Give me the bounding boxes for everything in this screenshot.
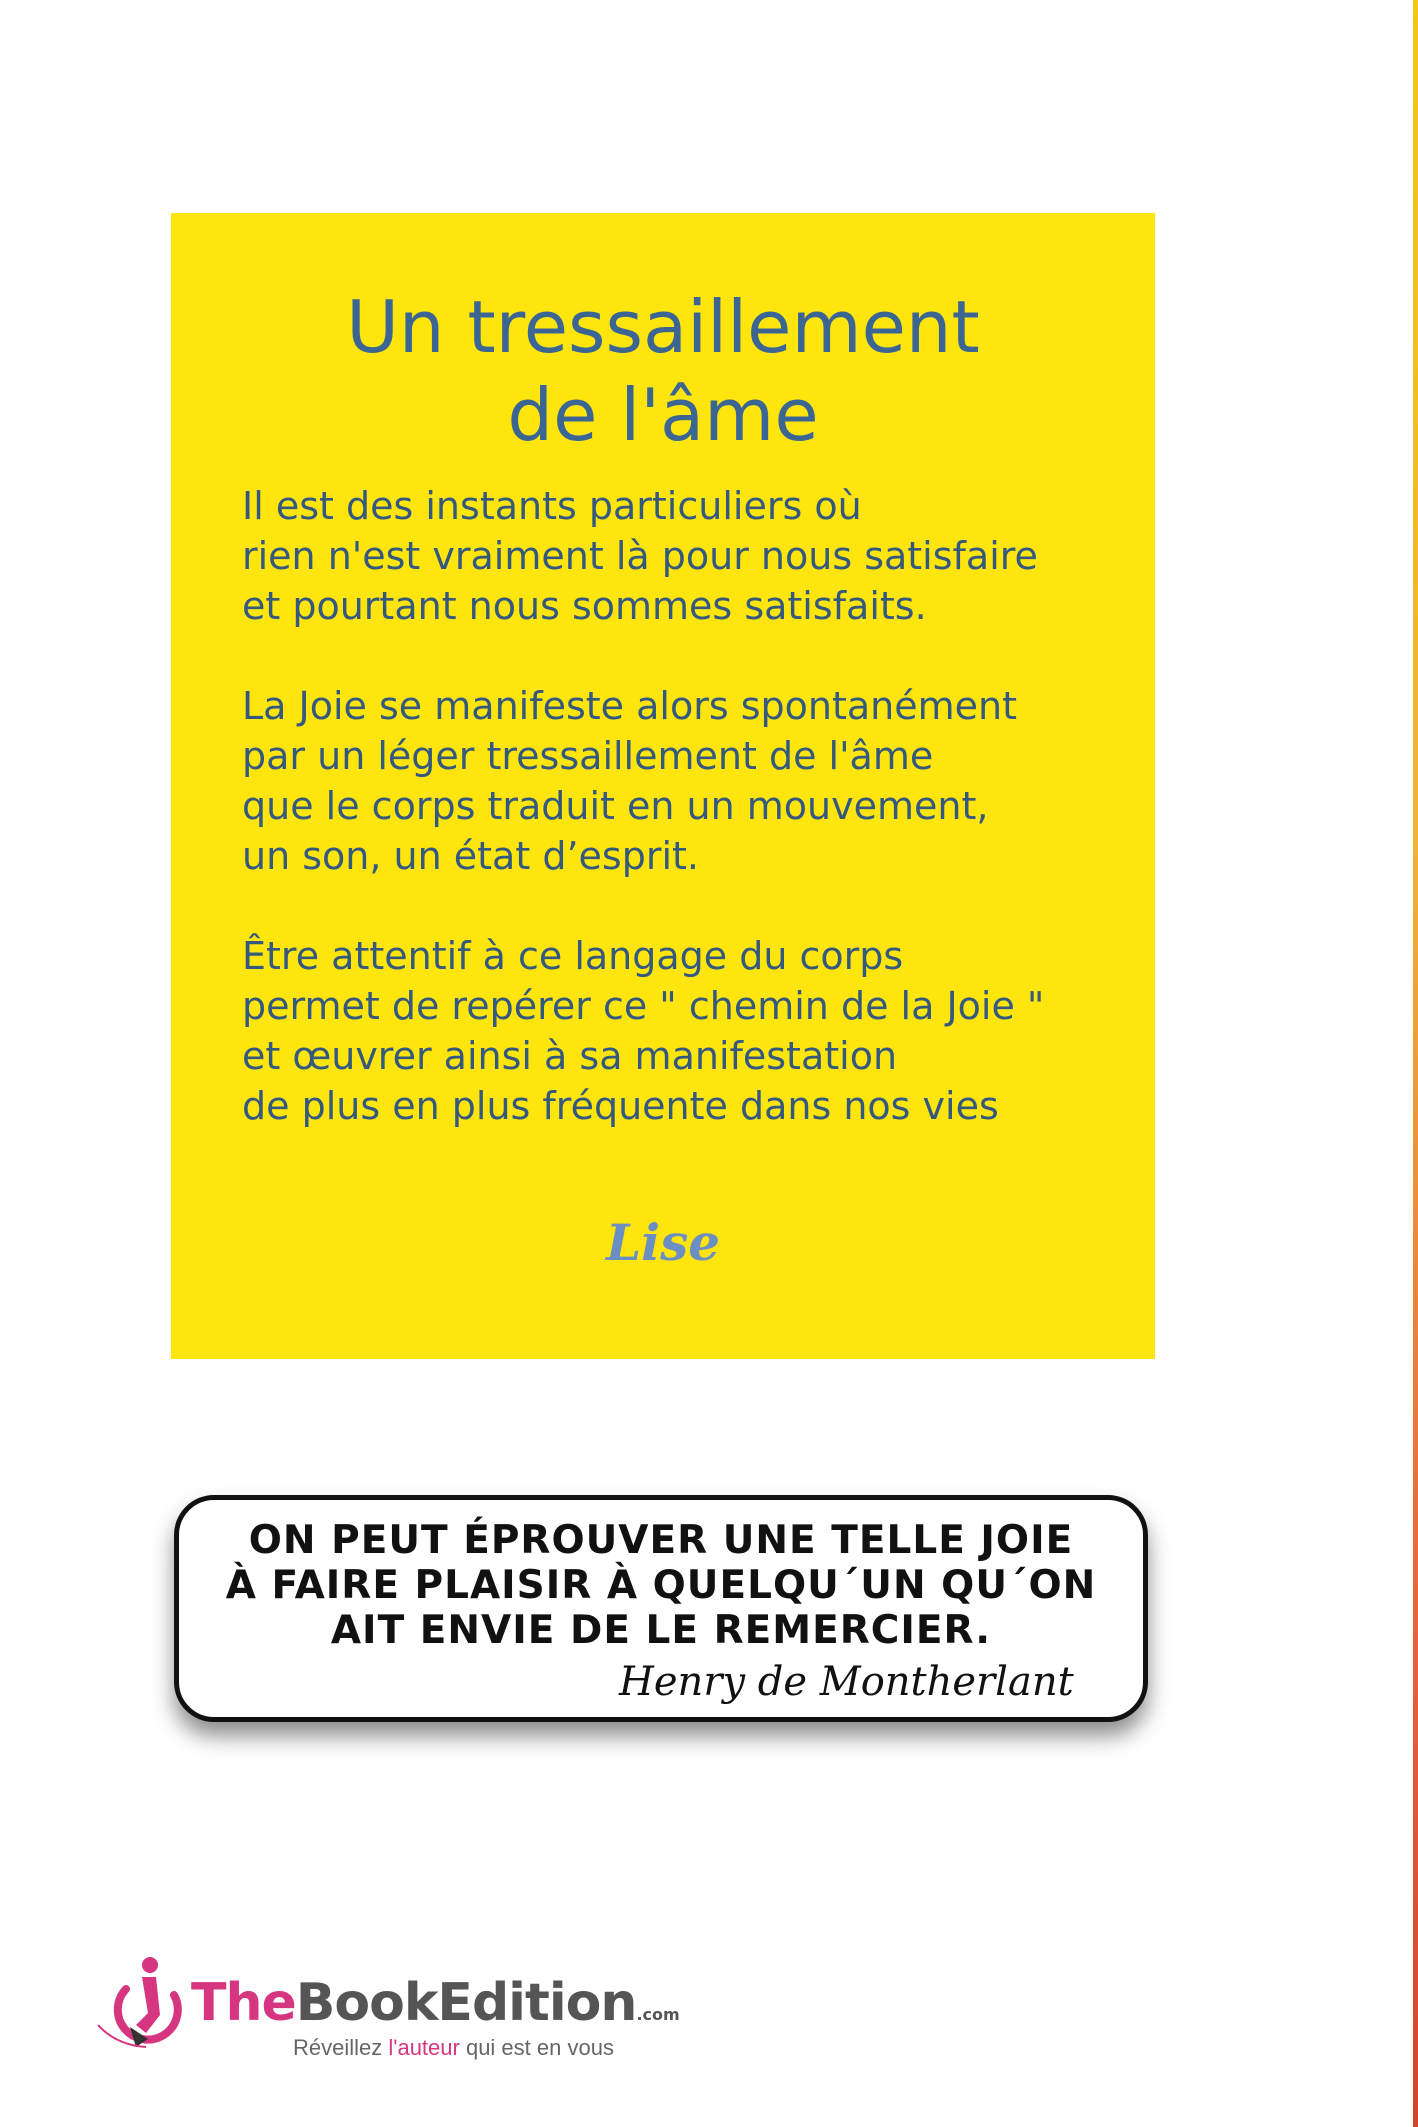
poem-stanza [242,681,1142,881]
poem-stanza [242,931,1142,1131]
person-circle-logo-icon [96,1955,186,2055]
quote-line: ON PEUT ÉPROUVER UNE TELLE JOIE [248,1518,1074,1563]
poem-line: et œuvrer ainsi à sa manifestation [242,1034,898,1078]
poem-panel [171,213,1155,1359]
poem-signature: Lise [605,1213,721,1272]
tagline-start: Réveillez [293,2035,389,2060]
poem-line: Il est des instants particuliers où [242,484,862,528]
poem-title [171,283,1155,459]
poem-line: La Joie se manifeste alors spontanément [242,684,1017,728]
publisher-name-book: BookEdition [295,1973,637,2033]
poem-title-line: Un tressaillement [346,285,980,369]
poem-line: un son, un état d’esprit. [242,834,699,878]
publisher-name-suffix: .com [636,2005,680,2024]
poem-line: de plus en plus fréquente dans nos vies [242,1084,999,1128]
page-edge-stripe [1413,0,1418,2127]
poem-stanza [242,481,1142,631]
quote-bubble [174,1495,1148,1722]
quote-author: Henry de Montherlant [619,1659,1074,1705]
poem-line: que le corps traduit en un mouvement, [242,784,989,828]
tagline-end: qui est en vous [459,2035,614,2060]
quote-line: AIT ENVIE DE LE REMERCIER. [330,1608,992,1653]
poem-line: rien n'est vraiment là pour nous satisfaire [242,534,1038,578]
publisher-name-the: The [191,1973,296,2033]
poem-line: par un léger tressaillement de l'âme [242,734,934,778]
quote-text [179,1518,1143,1653]
poem-body [242,481,1142,1181]
quote-line: À FAIRE PLAISIR À QUELQU´UN QU´ON [225,1563,1097,1608]
poem-title-line: de l'âme [507,373,819,457]
publisher-tagline [293,2035,614,2061]
poem-line: permet de repérer ce " chemin de la Joie " [242,984,1045,1028]
poem-line: et pourtant nous sommes satisfaits. [242,584,927,628]
tagline-accent: l'auteur [388,2035,460,2060]
publisher-logo [96,1955,696,2065]
poem-line: Être attentif à ce langage du corps [242,934,904,978]
